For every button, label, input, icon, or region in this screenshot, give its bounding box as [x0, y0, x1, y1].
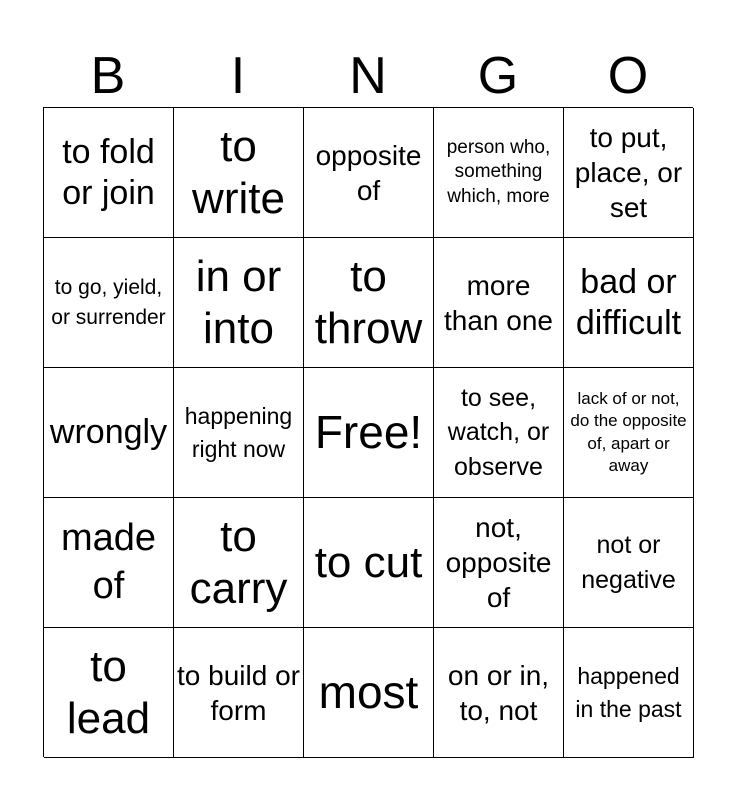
header-letter-g: G: [477, 47, 519, 105]
bingo-cell[interactable]: lack of or not, do the opposite of, apart or away: [564, 368, 694, 498]
bingo-cell[interactable]: to build or form: [174, 628, 304, 758]
bingo-cell[interactable]: to write: [174, 108, 304, 238]
bingo-cell[interactable]: person who, something which, more: [434, 108, 564, 238]
bingo-header: [43, 44, 693, 108]
bingo-cell[interactable]: not, opposite of: [434, 498, 564, 628]
bingo-cell[interactable]: opposite of: [304, 108, 434, 238]
bingo-cell[interactable]: in or into: [174, 238, 304, 368]
bingo-cell[interactable]: to throw: [304, 238, 434, 368]
bingo-cell[interactable]: not or negative: [564, 498, 694, 628]
bingo-cell[interactable]: happening right now: [174, 368, 304, 498]
free-space-cell[interactable]: Free!: [304, 368, 434, 498]
bingo-cell[interactable]: on or in, to, not: [434, 628, 564, 758]
bingo-cell[interactable]: happened in the past: [564, 628, 694, 758]
header-letter-i: I: [230, 47, 246, 105]
bingo-cell[interactable]: more than one: [434, 238, 564, 368]
bingo-cell[interactable]: to carry: [174, 498, 304, 628]
bingo-board: [43, 107, 693, 757]
header-letter-b: B: [90, 47, 126, 105]
bingo-cell[interactable]: to lead: [44, 628, 174, 758]
bingo-cell[interactable]: to cut: [304, 498, 434, 628]
bingo-cell[interactable]: wrongly: [44, 368, 174, 498]
header-letter-o: O: [607, 47, 649, 105]
bingo-cell[interactable]: to put, place, or set: [564, 108, 694, 238]
bingo-cell[interactable]: bad or difficult: [564, 238, 694, 368]
bingo-cell[interactable]: to fold or join: [44, 108, 174, 238]
bingo-cell[interactable]: most: [304, 628, 434, 758]
bingo-cell[interactable]: to go, yield, or surrender: [44, 238, 174, 368]
bingo-cell[interactable]: to see, watch, or observe: [434, 368, 564, 498]
header-letter-n: N: [349, 47, 387, 105]
bingo-cell[interactable]: made of: [44, 498, 174, 628]
